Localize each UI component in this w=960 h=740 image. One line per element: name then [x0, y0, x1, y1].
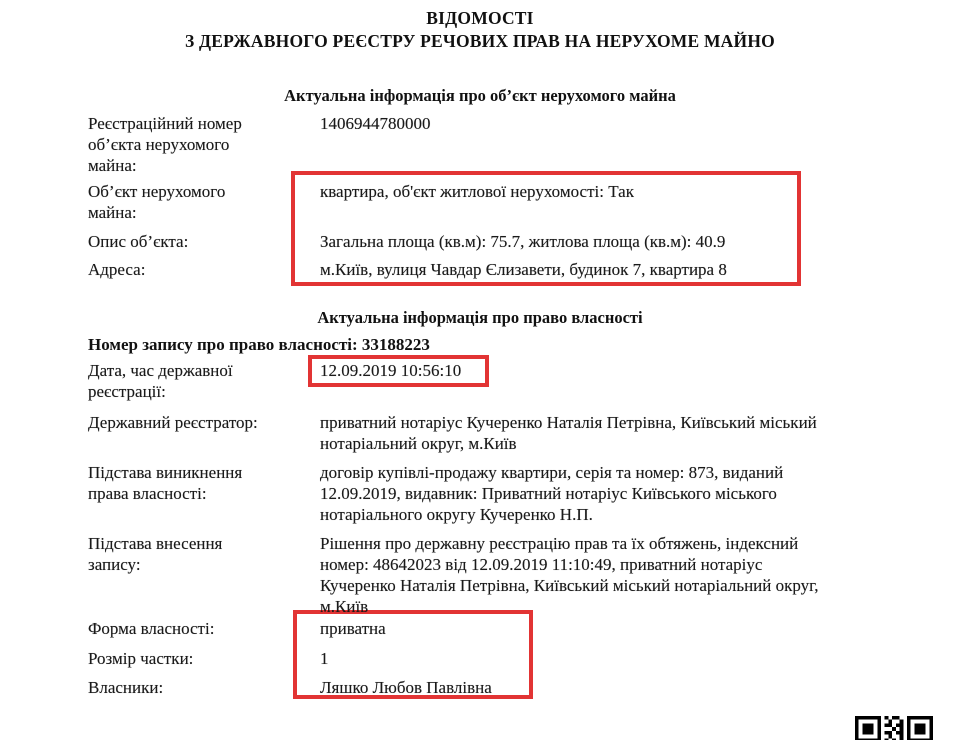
field-value-share-size: 1 [320, 649, 329, 668]
field-label-share-size: Розмір частки: [88, 649, 194, 668]
field-value-owners: Ляшко Любов Павлівна [320, 678, 492, 697]
field-label-property-object: Об’єкт нерухомого майна: [88, 182, 226, 222]
field-value-registration-number: 1406944780000 [320, 114, 431, 133]
field-value-address: м.Київ, вулиця Чавдар Єлизавети, будинок 7, квартира 8 [320, 260, 727, 279]
ownership-record-number: Номер запису про право власності: 33188223 [88, 335, 430, 354]
field-value-property-object: квартира, об'єкт житлової нерухомості: Так [320, 182, 634, 201]
field-label-ownership-form: Форма власності: [88, 619, 215, 638]
field-label-object-description: Опис об’єкта: [88, 232, 189, 251]
field-label-state-registrar: Державний реєстратор: [88, 413, 258, 432]
field-label-ownership-ground: Підстава виникнення права власності: [88, 463, 243, 503]
object-section-heading: Актуальна інформація про об’єкт нерухомого майна [284, 86, 676, 105]
field-value-ownership-ground: договір купівлі-продажу квартири, серія та номер: 873, виданий 12.09.2019, видавник: Приватний нотаріус Київського міського нотаріального округу Кучеренко Н.П. [320, 463, 784, 524]
field-value-object-description: Загальна площа (кв.м): 75.7, житлова площа (кв.м): 40.9 [320, 232, 726, 251]
document-title-line2: З ДЕРЖАВНОГО РЕЄСТРУ РЕЧОВИХ ПРАВ НА НЕРУХОМЕ МАЙНО [185, 31, 775, 51]
field-label-record-entry-ground: Підстава внесення запису: [88, 534, 223, 574]
document-title-line1: ВІДОМОСТІ [426, 8, 534, 28]
field-value-record-entry-ground: Рішення про державну реєстрацію прав та їх обтяжень, індексний номер: 48642023 від 12.09.2019 11:10:49, приватний нотаріус Кучеренко Наталія Петрівна, Київський міський нотаріальний округ, м.Київ [320, 534, 819, 616]
qr-code-icon [855, 716, 933, 740]
ownership-section-heading: Актуальна інформація про право власності [317, 308, 643, 327]
field-label-registration-datetime: Дата, час державної реєстрації: [88, 361, 233, 401]
field-value-registration-datetime: 12.09.2019 10:56:10 [320, 361, 462, 380]
field-label-address: Адреса: [88, 260, 146, 279]
field-label-owners: Власники: [88, 678, 164, 697]
field-label-registration-number: Реєстраційний номер об’єкта нерухомого майна: [88, 114, 242, 175]
field-value-state-registrar: приватний нотаріус Кучеренко Наталія Петрівна, Київський міський нотаріальний округ, м.Київ [320, 413, 817, 453]
field-value-ownership-form: приватна [320, 619, 386, 638]
